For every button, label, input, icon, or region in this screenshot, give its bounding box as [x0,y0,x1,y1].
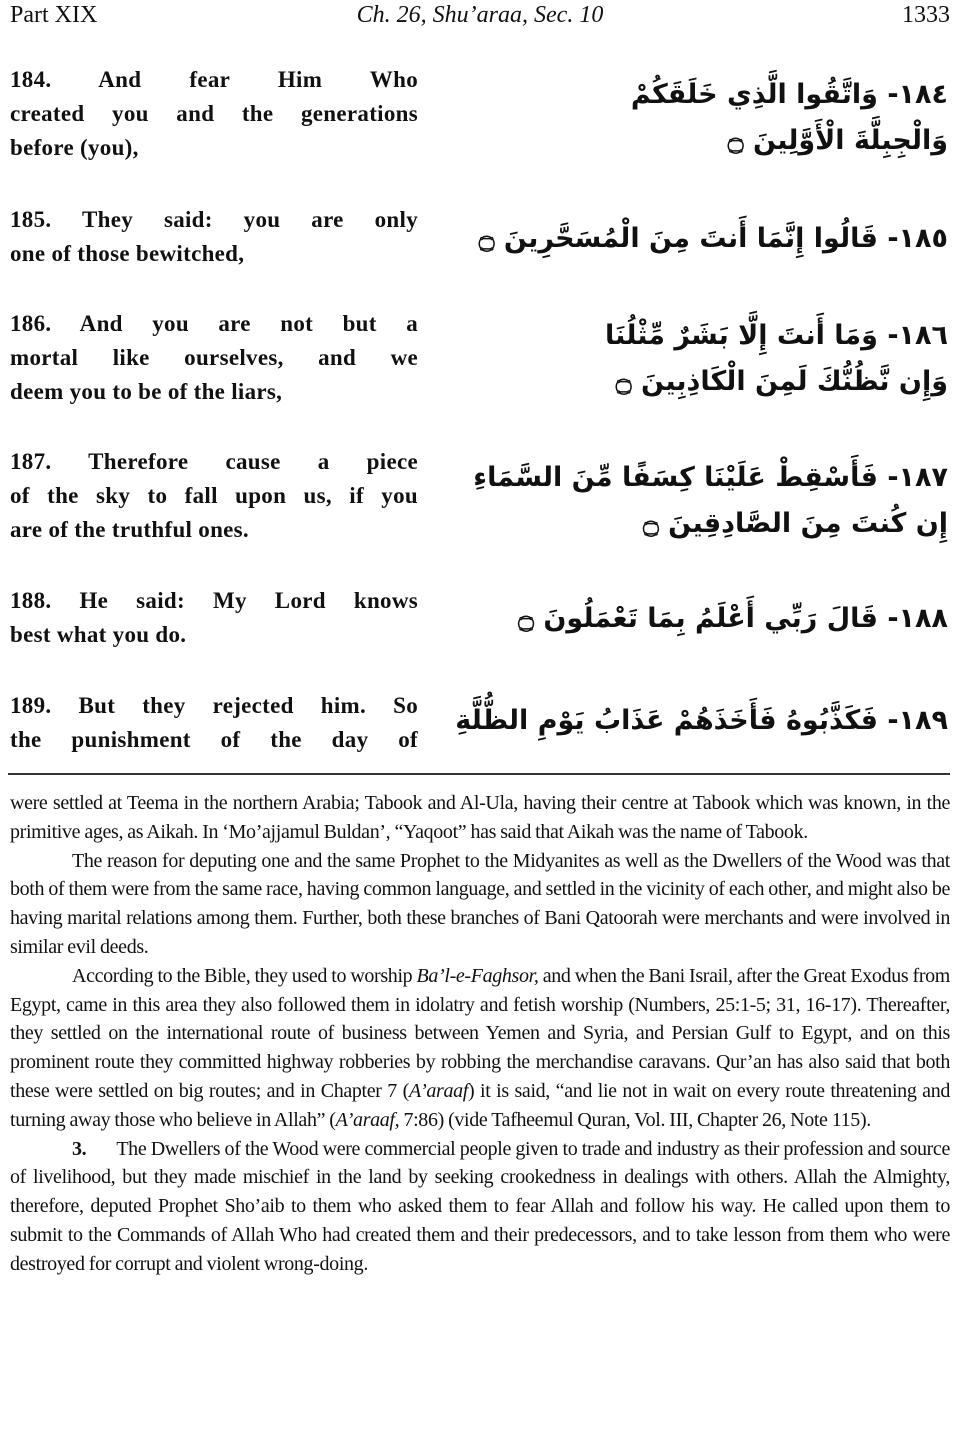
arabic-line: ١٨٦- وَمَا أَنتَ إِلَّا بَشَرٌ مِّثْلُنَا [605,320,948,351]
verse-187-translation [10,445,418,547]
italic-term: A’araaf [408,1079,468,1102]
italic-term: Ba’l-e-Faghsor, [416,964,539,987]
verse-line: best what you do. [10,622,187,647]
text-run: The Dwellers of the Wood were commercial people given to trade and industry as their profession and source of livelihood, but they made mischief in the land by seeking crookedness in dealings with others. Allah the Almighty, therefore, deputed Prophet Sho’aib to them who asked them to fear Allah and follow his way. He called upon them to submit to the Commands of Allah Who had created them and their predecessors, and to take lesson from them who were destroyed for corrupt and violent wrong-doing. [10,1137,950,1275]
verse-188-arabic [468,596,948,642]
verse-186-arabic [468,313,948,405]
verse-line: created you and the generations [10,101,418,126]
text-run: 7:86) (vide Tafheemul Quran, Vol. III, Chapter 26, Note 115). [399,1108,871,1131]
verse-line: 186. And you are not but a [10,311,418,336]
commentary [10,789,950,1279]
commentary-paragraph: The reason for deputing one and the same Prophet to the Midyanites as well as the Dwellers of the Wood was that both of them were from the same race, having common language, and settled in the vicinity of each other, and might also be having marital relations among them. Further, both these branches of Bani Qatoorah were merchants and were involved in similar evil deeds. [10,849,950,958]
note-number: 3. [72,1137,87,1160]
italic-term: A’araaf, [335,1108,400,1131]
verse-188-translation [10,584,418,652]
verse-189-translation [10,689,418,757]
arabic-line: وَإِن نَّظُنُّكَ لَمِنَ الْكَاذِبِينَ ۝ [615,366,948,397]
commentary-paragraph: were settled at Teema in the northern Arabia; Tabook and Al-Ula, having their centre at Tabook which was known, in the primitive ages, as Aikah. In ‘Mo’ajjamul Buldan’, “Yaqoot” has said that Aikah was the name of Tabook. [10,792,950,843]
arabic-line: ١٨٩- فَكَذَّبُوهُ فَأَخَذَهُمْ عَذَابُ يَوْمِ الظُّلَّةِ [455,705,948,736]
verse-186-translation [10,307,418,409]
verse-line: 188. He said: My Lord knows [10,588,418,613]
text-run: and when the Bani Israil, after the Great Exodus from Egypt, came in this area they also followed them in idolatry and fetish worship (Numbers, 25:1-5; 31, 16-17). Thereafter, they settled on the international route of business between Yemen and Syria, and Persian Gulf to Egypt, and on this prominent route they committed highway robberies by robbing the merchandise caravans. Qur’an has also said that both these were settled on big routes; and in Chapter 7 ( [10,964,950,1102]
verse-line: mortal like ourselves, and we [10,345,418,370]
verse-line: the punishment of the day of [10,727,418,752]
verse-line: 184. And fear Him Who [10,67,418,92]
verse-line: 189. But they rejected him. So [10,693,418,718]
verse-185-arabic [468,216,948,262]
verse-line: 185. They said: you are only [10,207,418,232]
arabic-line: ١٨٨- قَالَ رَبِّي أَعْلَمُ بِمَا تَعْمَلُونَ ۝ [518,603,948,634]
part-label: Part XIX [10,2,98,28]
verse-line: of the sky to fall upon us, if you [10,483,418,508]
verse-line: deem you to be of the liars, [10,379,283,404]
verse-189-arabic [455,698,948,744]
verse-line: one of those bewitched, [10,241,245,266]
arabic-line: ١٨٤- وَاتَّقُوا الَّذِي خَلَقَكُمْ [630,79,948,110]
chapter-title: Ch. 26, Shu’araa, Sec. 10 [356,2,604,28]
page-number: 1333 [902,2,950,28]
commentary-paragraph [10,1135,950,1279]
verse-184-translation [10,63,418,165]
page-header [10,2,950,32]
text-run: ) it is said, “and lie not in wait on every route threatening and turning away those who believe in Allah” ( [10,1079,951,1131]
verse-line: before (you), [10,135,139,160]
section-divider [8,773,950,775]
verse-line: 187. Therefore cause a piece [10,449,418,474]
verse-185-translation [10,203,418,271]
verse-line: are of the truthful ones. [10,517,249,542]
arabic-line: ١٨٧- فَأَسْقِطْ عَلَيْنَا كِسَفًا مِّنَ السَّمَاءِ [473,462,948,493]
arabic-line: ١٨٥- قَالُوا إِنَّمَا أَنتَ مِنَ الْمُسَحَّرِينَ ۝ [478,223,948,254]
verse-187-arabic [468,455,948,547]
commentary-paragraph [10,962,950,1135]
verse-184-arabic [468,72,948,164]
arabic-line: وَالْجِبِلَّةَ الْأَوَّلِينَ ۝ [727,125,948,156]
arabic-line: إِن كُنتَ مِنَ الصَّادِقِينَ ۝ [642,508,948,539]
text-run: According to the Bible, they used to worship [72,964,417,987]
